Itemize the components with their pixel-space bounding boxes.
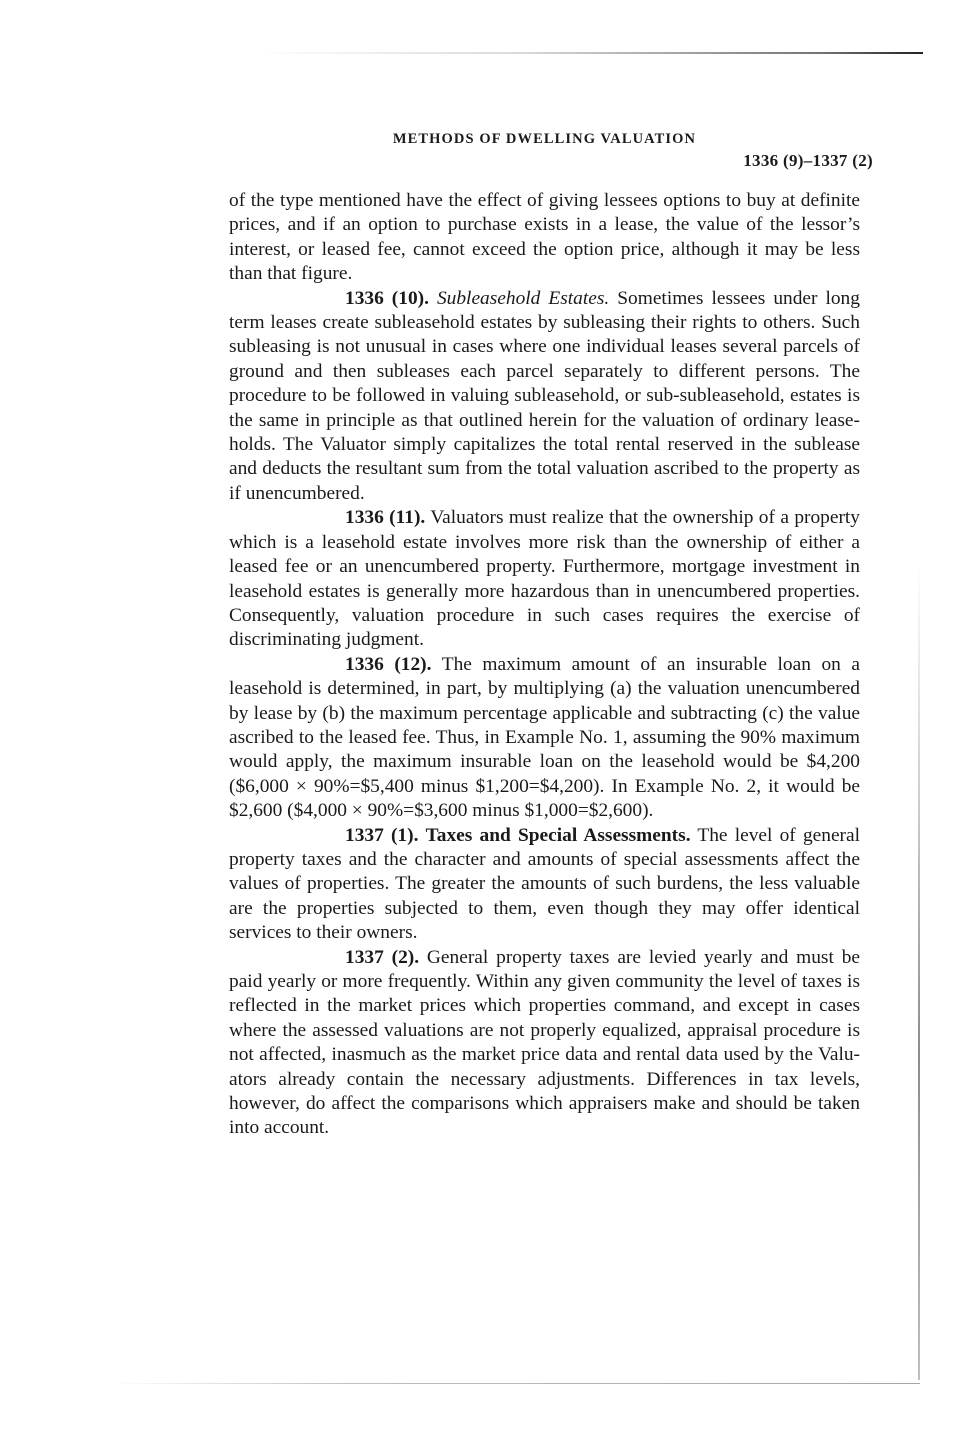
section-title: Taxes and Special Assessments. [425,824,691,846]
section-title: Subleasehold Estates. [436,287,610,309]
paragraph-text: Sometimes lessees under long term leases create subleasehold estates by subleasing their rights to others. Such subleasing is not unusual in cases where one individual leases several parcels of ground and then subleases each parcel separately to different persons. The procedure to be followed in valuing subleasehold, or sub-subleasehold, estates is the same in principle as that outlined herein for the valuation of ordinary leaseholds. The Valuator simply capitalizes the total rental reserved in the sublease and deducts the resultant sum from the total valuation ascribed to the property as if unencumbered. [229,287,860,504]
paragraph-1337-2 [229,946,860,1141]
scan-edge-right [918,560,920,1380]
paragraph-text: The level of general property taxes and the character and amounts of special assessments affect the values of properties. The greater the amounts of such burdens, the less valuable are the properties subjected to them, even though they may offer identical services to their owners. [229,824,860,944]
scan-edge-bottom [110,1383,920,1384]
paragraph-1336-10 [229,287,860,507]
scan-edge-top [255,52,923,54]
body-text [229,189,860,1141]
section-number: 1336 (10). [345,287,429,309]
paragraph-1336-12 [229,653,860,824]
paragraph-text: of the type mentioned have the effect of giving lessees options to buy at definite prices, and if an option to purchase exists in a lease, the value of the lessor’s interest, or leased fee, cannot exceed the option price, although it may be less than that figure. [229,190,860,285]
paragraph-1336-11 [229,506,860,652]
paragraph-text: General property taxes are levied yearly and must be paid yearly or more frequently. Within any given community the level of taxes is reflected in the market prices which properties command, and except in cases where the assessed valuations are not properly equalized, appraisal procedure is not affected, inasmuch as the market price data and rental data used by the Valuators already contain the necessary adjustments. Differences in tax levels, however, do affect the comparisons which appraisers make and should be taken into account. [229,946,860,1139]
running-head: METHODS OF DWELLING VALUATION [392,131,697,147]
paragraph-continuation [229,189,860,287]
section-number: 1336 (11). [345,507,426,529]
section-range: 1336 (9)–1337 (2) [743,151,873,170]
section-number: 1337 (2). [345,946,420,968]
paragraph-text: Valuators must realize that the ownership of a property which is a leasehold estate involves more risk than the ownership of either a leased fee or an unencumbered property. Furthermore, mortgage investment in leasehold estates is generally more hazardous than in unencumbered properties. Consequently, valuation procedure in such cases requires the exercise of discriminating judgment. [229,507,861,651]
section-number: 1337 (1). [345,824,419,846]
paragraph-1337-1 [229,824,860,946]
section-number: 1336 (12). [345,653,432,675]
paragraph-text: The maximum amount of an insurable loan on a leasehold is determined, in part, by multiplying (a) the valuation unencumbered by lease by (b) the maximum percentage applicable and subtracting (c) the value ascribed to the leased fee. Thus, in Example No. 1, assuming the 90% maximum would apply, the maximum insurable loan on the leasehold would be $4,200 ($6,000 × 90%=$5,400 minus $1,200=$4,200). In Example No. 2, it would be $2,600 ($4,000 × 90%=$3,600 minus $1,000=$2,600). [229,653,861,822]
